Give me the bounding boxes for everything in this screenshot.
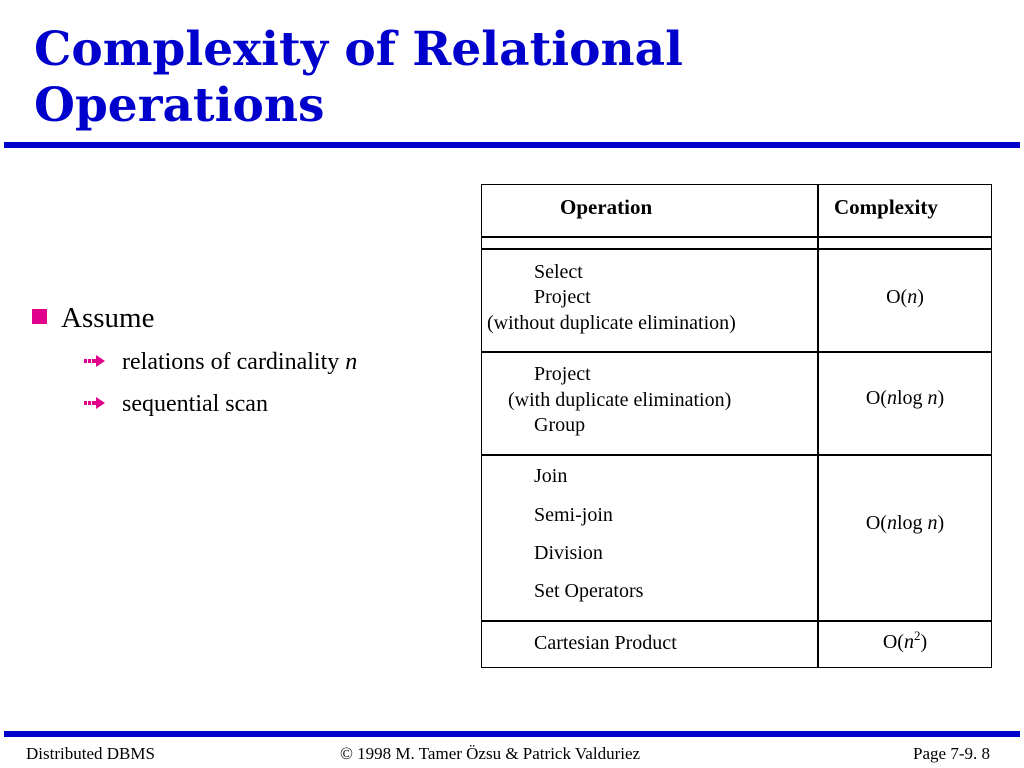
cardinality-variable: n xyxy=(345,349,358,375)
footer-page-number: Page 7-9. 8 xyxy=(913,744,990,763)
complexity-table xyxy=(481,184,992,668)
op-select: Select xyxy=(534,261,583,283)
header-complexity: Complexity xyxy=(834,195,938,219)
bullet-assume xyxy=(32,300,154,336)
row-divider-3 xyxy=(482,620,991,622)
sub-bullet-cardinality xyxy=(84,347,357,377)
column-divider xyxy=(817,185,819,667)
complexity-row-2: O(nlog n) xyxy=(865,387,945,409)
complexity-row-3: O(nlog n) xyxy=(865,512,945,534)
sub-bullet-cardinality-text: relations of cardinality xyxy=(122,349,346,375)
row-divider-1 xyxy=(482,351,991,353)
op-project: Project xyxy=(534,286,591,308)
op-division: Division xyxy=(534,542,603,564)
complexity-row-1: O(n) xyxy=(886,286,924,308)
op-set-operators: Set Operators xyxy=(534,580,644,602)
op-join: Join xyxy=(534,465,568,487)
arrow-bullet-icon xyxy=(84,354,106,368)
footer-divider xyxy=(4,731,1020,737)
sub-bullet-sequential-scan xyxy=(84,389,268,419)
arrow-bullet-icon xyxy=(84,396,106,410)
header-divider-bottom xyxy=(482,248,991,250)
slide-title xyxy=(34,22,994,134)
square-bullet-icon xyxy=(32,309,47,324)
slide-title-line-2: Operations xyxy=(34,78,325,133)
row-divider-2 xyxy=(482,454,991,456)
title-divider xyxy=(4,142,1020,148)
footer-course: Distributed DBMS xyxy=(26,744,155,763)
footer-copyright: © 1998 M. Tamer Özsu & Patrick Valduriez xyxy=(340,744,641,763)
op-semi-join: Semi-join xyxy=(534,504,613,526)
header-operation: Operation xyxy=(560,195,653,219)
op-group: Group xyxy=(534,414,586,436)
header-divider-top xyxy=(482,236,991,238)
op-cartesian-product: Cartesian Product xyxy=(534,632,677,654)
op-with-dup-elim: (with duplicate elimination) xyxy=(508,389,732,411)
bullet-assume-text: Assume xyxy=(61,302,155,334)
op-project-dup: Project xyxy=(534,363,591,385)
sub-bullet-sequential-scan-text: sequential scan xyxy=(122,391,268,417)
slide-title-line-1: Complexity of Relational xyxy=(34,22,683,77)
op-without-dup-elim: (without duplicate elimination) xyxy=(487,312,736,334)
complexity-row-4: $O(n^2)$ xyxy=(882,628,928,653)
